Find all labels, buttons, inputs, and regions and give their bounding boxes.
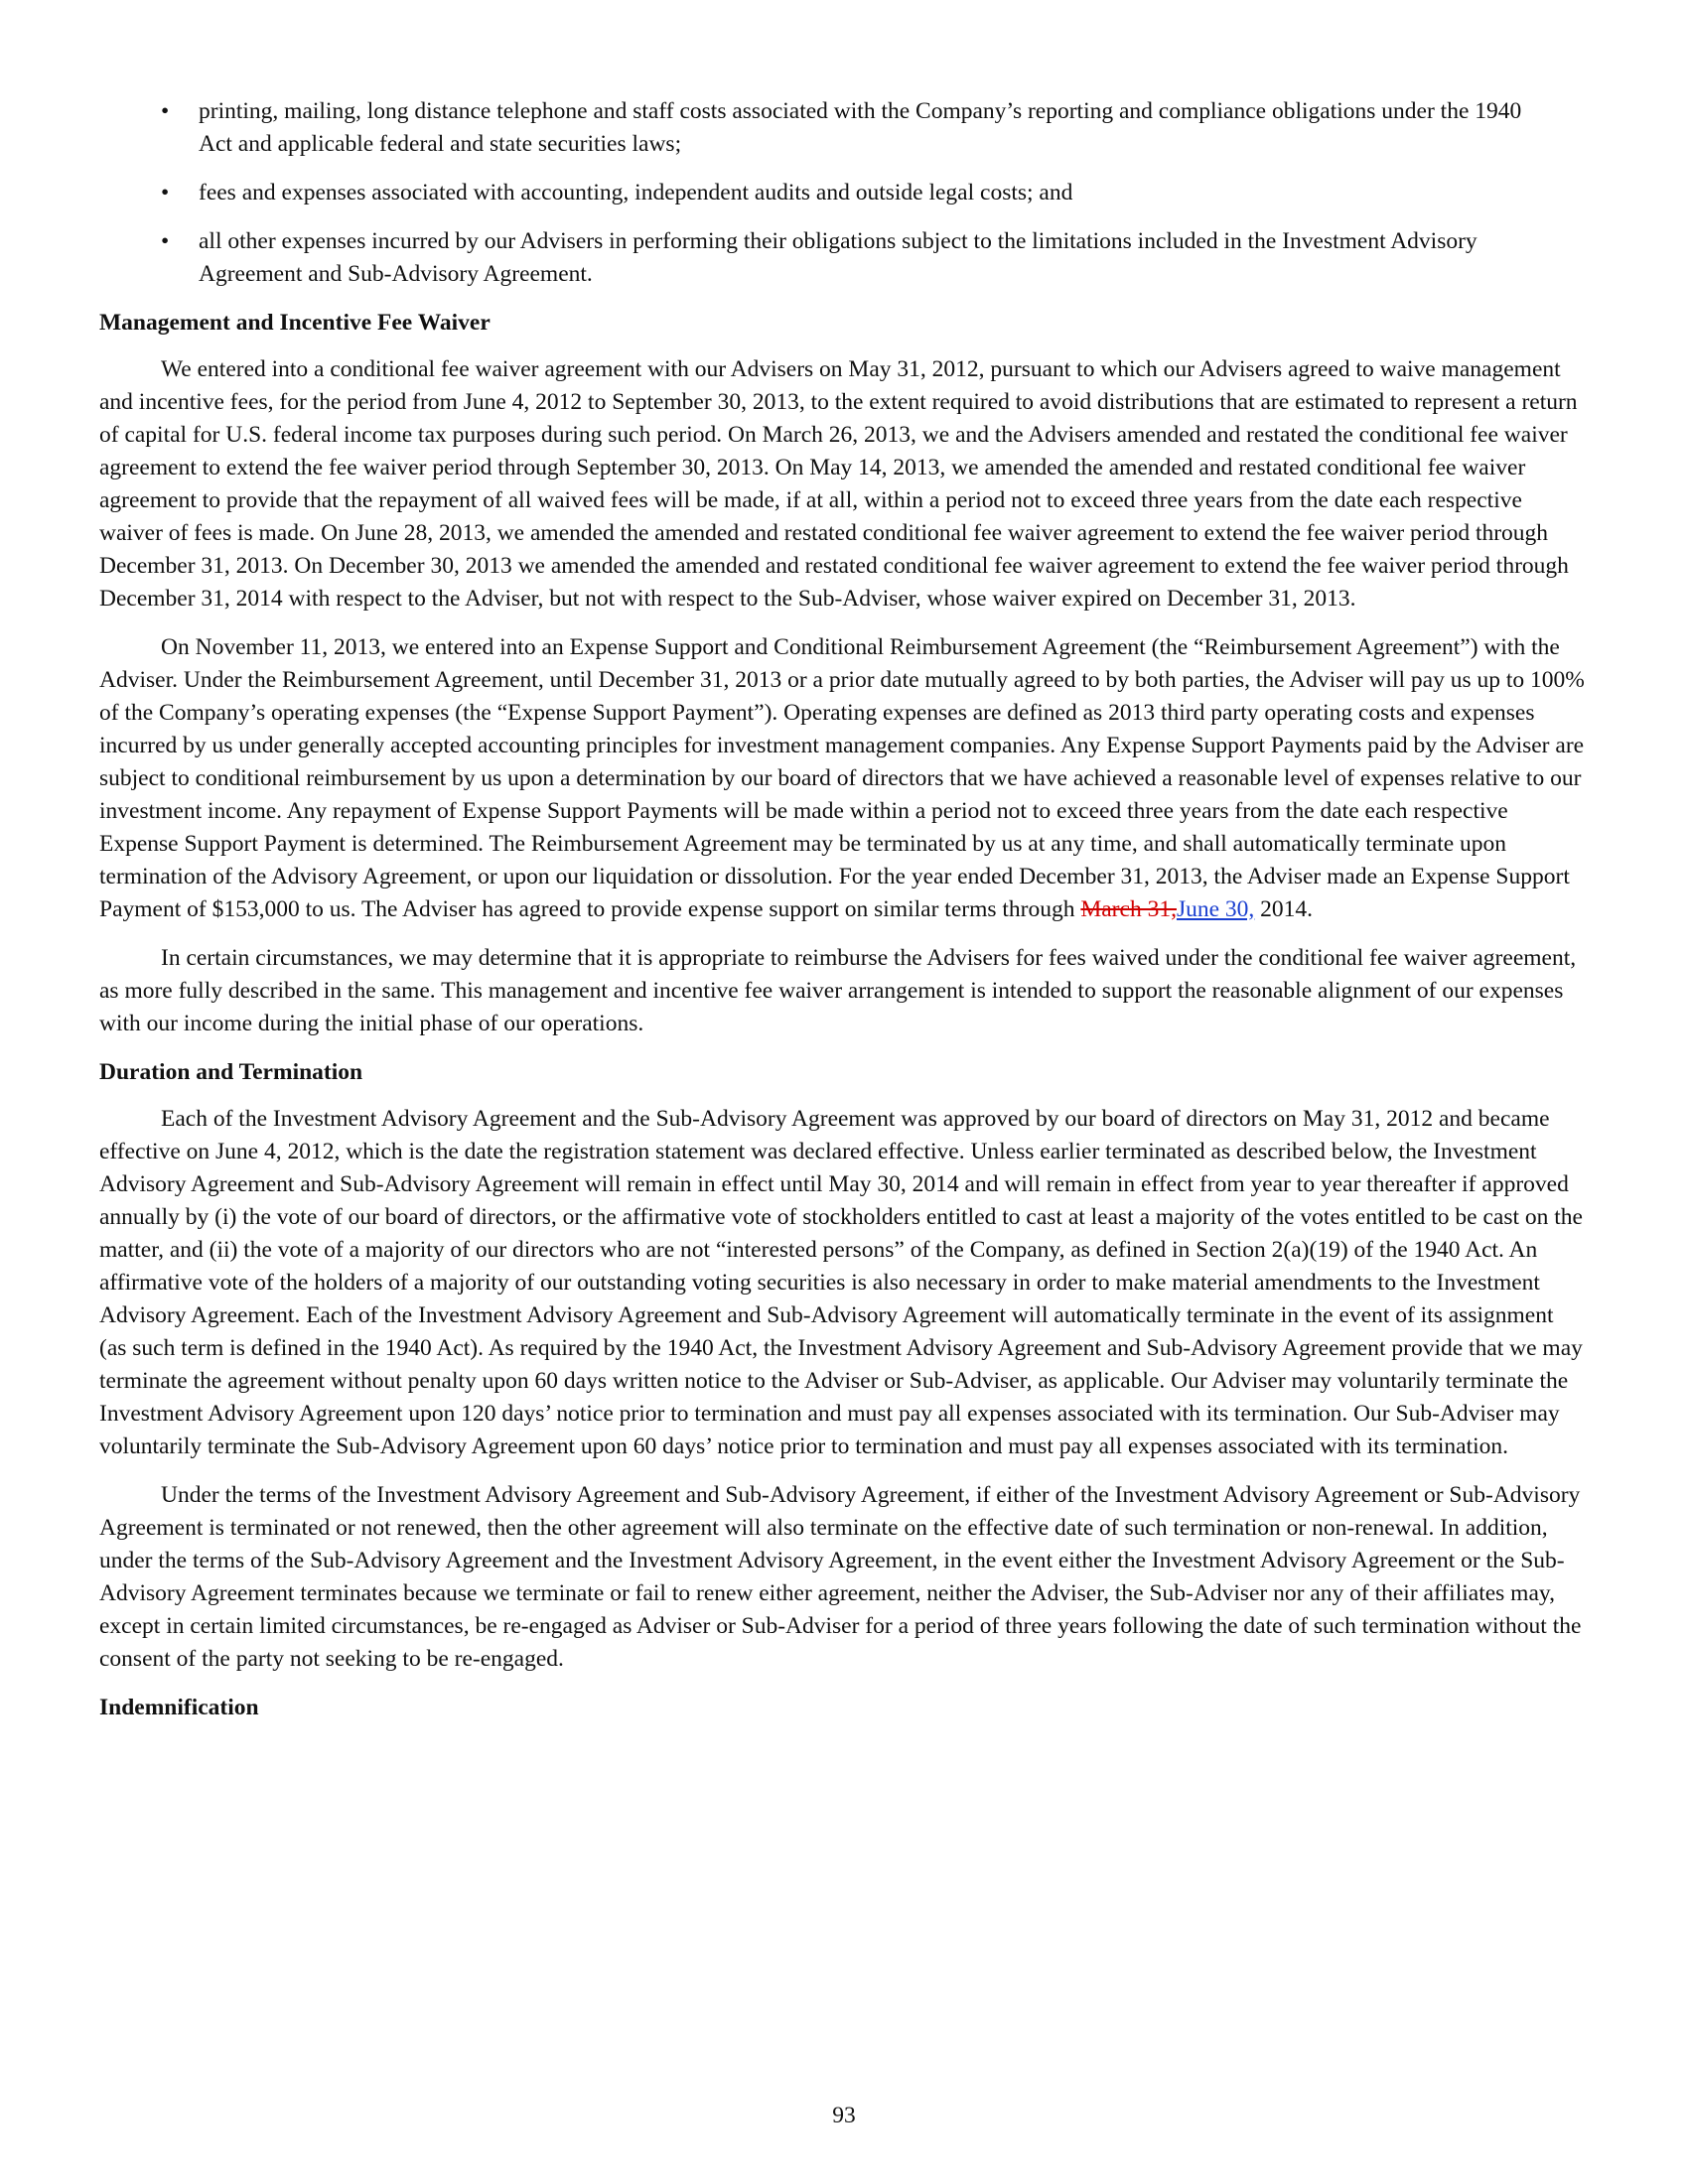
paragraph: In certain circumstances, we may determine that it is appropriate to reimburse the Advisers for fees waived under the conditional fee waiver agreement, as more fully described in the same. This management and incentive fee waiver arrangement is intended to support the reasonable alignment of our expenses with our income during the initial phase of our operations. [99,945,1577,1036]
page-number: 93 [832,2103,856,2128]
bullet-icon: • [161,228,170,254]
section-heading-duration: Duration and Termination [99,1059,363,1085]
deleted-text: March 31, [1080,896,1177,922]
list-item [99,177,1585,209]
bullet-icon: • [161,98,170,124]
inserted-text: June 30, [1176,896,1255,922]
paragraph: We entered into a conditional fee waiver agreement with our Advisers on May 31, 2012, pursuant to which our Advisers agreed to waive management and incentive fees, for the period from June 4, 2012 to September 30, 2013, to the extent required to avoid distributions that are estimated to represent a return of capital for U.S. federal income tax purposes during such period. On March 26, 2013, we and the Advisers amended and restated the conditional fee waiver agreement to extend the fee waiver period through September 30, 2013. On May 14, 2013, we amended the amended and restated conditional fee waiver agreement to provide that the repayment of all waived fees will be made, if at all, within a period not to exceed three years from the date each respective waiver of fees is made. On June 28, 2013, we amended the amended and restated conditional fee waiver agreement to extend the fee waiver period through December 31, 2013. On December 30, 2013 we amended the amended and restated conditional fee waiver agreement to extend the fee waiver period through December 31, 2014 with respect to the Adviser, but not with respect to the Sub-Adviser, whose waiver expired on December 31, 2013. [99,356,1578,612]
section-heading-fee-waiver: Management and Incentive Fee Waiver [99,310,491,336]
paragraph: Under the terms of the Investment Advisory Agreement and Sub-Advisory Agreement, if either of the Investment Advisory Agreement or Sub-Advisory Agreement is terminated or not renewed, then the other agreement will also terminate on the effective date of such termination or non-renewal. In addition, under the terms of the Sub-Advisory Agreement and the Investment Advisory Agreement, in the event either the Investment Advisory Agreement or the Sub-Advisory Agreement terminates because we terminate or fail to renew either agreement, neither the Adviser, the Sub-Adviser nor any of their affiliates may, except in certain limited circumstances, be re-engaged as Adviser or Sub-Adviser for a period of three years following the date of such termination without the consent of the party not seeking to be re-engaged. [99,1482,1582,1672]
list-item [99,95,1585,161]
paragraph-text: 2014. [1254,896,1314,922]
paragraph: Each of the Investment Advisory Agreement and the Sub-Advisory Agreement was approved by our board of directors on May 31, 2012 and became effective on June 4, 2012, which is the date the registration statement was declared effective. Unless earlier terminated as described below, the Investment Advisory Agreement and Sub-Advisory Agreement will remain in effect until May 30, 2014 and will remain in effect from year to year thereafter if approved annually by (i) the vote of our board of directors, or the affirmative vote of stockholders entitled to cast at least a majority of the votes entitled to be cast on the matter, and (ii) the vote of a majority of our directors who are not “interested persons” of the Company, as defined in Section 2(a)(19) of the 1940 Act. An affirmative vote of the holders of a majority of our outstanding voting securities is also necessary in order to make material amendments to the Investment Advisory Agreement. Each of the Investment Advisory Agreement and Sub-Advisory Agreement will automatically terminate in the event of its assignment (as such term is defined in the 1940 Act). As required by the 1940 Act, the Investment Advisory Agreement and Sub-Advisory Agreement provide that we may terminate the agreement without penalty upon 60 days written notice to the Adviser or Sub-Adviser, as applicable. Our Adviser may voluntarily terminate the Investment Advisory Agreement upon 120 days’ notice prior to termination and must pay all expenses associated with its termination. Our Sub-Adviser may voluntarily terminate the Sub-Advisory Agreement upon 60 days’ notice prior to termination and must pay all expenses associated with its termination. [99,1106,1583,1459]
section-heading-indemnification: Indemnification [99,1695,259,1720]
bullet-icon: • [161,180,170,205]
list-item [99,225,1585,291]
list-item-text: printing, mailing, long distance telephone and staff costs associated with the Company’s reporting and compliance obligations under the 1940 Act and applicable federal and state securities laws; [199,98,1522,157]
paragraph-text: On November 11, 2013, we entered into an Expense Support and Conditional Reimbursement Agreement (the “Reimbursement Agreement”) with the Adviser. Under the Reimbursement Agreement, until December 31, 2013 or a prior date mutually agreed to by both parties, the Adviser will pay us up to 100% of the Company’s operating expenses (the “Expense Support Payment”). Operating expenses are defined as 2013 third party operating costs and expenses incurred by us under generally accepted accounting principles for investment management companies. Any Expense Support Payments paid by the Adviser are subject to conditional reimbursement by us upon a determination by our board of directors that we have achieved a reasonable level of expenses relative to our investment income. Any repayment of Expense Support Payments will be made within a period not to exceed three years from the date each respective Expense Support Payment is determined. The Reimbursement Agreement may be terminated by us at any time, and shall automatically terminate upon termination of the Advisory Agreement, or upon our liquidation or dissolution. For the year ended December 31, 2013, the Adviser made an Expense Support Payment of $153,000 to us. The Adviser has agreed to provide expense support on similar terms through [99,634,1585,922]
expense-bullet-list [99,95,1585,291]
list-item-text: fees and expenses associated with accounting, independent audits and outside legal costs; and [199,180,1073,205]
paragraph-with-revision [99,631,1585,926]
list-item-text: all other expenses incurred by our Advisers in performing their obligations subject to the limitations included in the Investment Advisory Agreement and Sub-Advisory Agreement. [199,228,1477,287]
document-page [99,95,1585,1738]
